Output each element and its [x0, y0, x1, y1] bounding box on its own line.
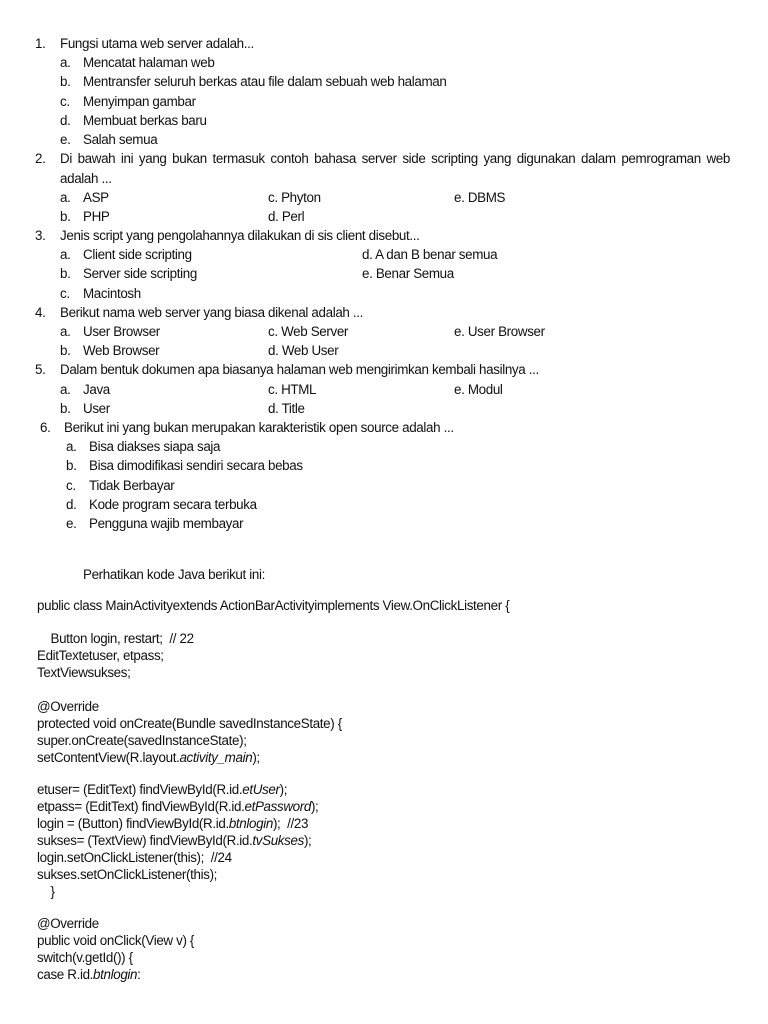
option-text: User Browser: [83, 324, 160, 339]
option-text: Tidak Berbayar: [89, 478, 175, 493]
option-c: c. HTML: [268, 382, 317, 397]
option-e: e. Modul: [454, 382, 503, 397]
code-line-close-brace: }: [37, 884, 55, 899]
code-line-setcontentview: setContentView(R.layout.activity_main);: [37, 750, 260, 765]
code-line-login: login = (Button) findViewById(R.id.btnlogin); //23: [37, 816, 309, 831]
option-e: [60, 131, 158, 148]
code-line-switch: switch(v.getId()) {: [37, 950, 133, 965]
option-letter: a.: [60, 324, 71, 339]
option-letter: a.: [60, 247, 71, 262]
option-text: Mencatat halaman web: [83, 55, 215, 70]
option-letter: e.: [66, 516, 77, 531]
option-text: Pengguna wajib membayar: [89, 516, 244, 531]
option-b: [60, 265, 197, 282]
option-letter: e.: [60, 132, 71, 147]
option-b: [60, 208, 110, 225]
code-line-fields-3: TextViewsukses;: [37, 665, 131, 680]
question-number: 2.: [35, 151, 46, 166]
option-b: [60, 73, 447, 90]
option-c: [60, 93, 196, 110]
question-text: Fungsi utama web server adalah...: [60, 36, 254, 51]
option-letter: b.: [60, 266, 71, 281]
option-a: [60, 246, 192, 263]
question-number: 4.: [35, 305, 46, 320]
code-line-fields-2: EditTextetuser, etpass;: [37, 648, 164, 663]
code-line-fields-1: Button login, restart; // 22: [37, 631, 194, 646]
code-line-override-2: @Override: [37, 916, 99, 931]
option-e: [66, 515, 244, 532]
code-line-class-decl: public class MainActivityextends ActionBarActivityimplements View.OnClickListener {: [37, 598, 510, 613]
code-line-sukses: sukses= (TextView) findViewById(R.id.tvSukses);: [37, 833, 312, 848]
option-letter: a.: [60, 382, 71, 397]
option-letter: b.: [66, 458, 77, 473]
option-text: Membuat berkas baru: [83, 113, 207, 128]
code-intro: Perhatikan kode Java berikut ini:: [83, 567, 265, 582]
option-d: d. A dan B benar semua: [362, 247, 498, 262]
option-d: [66, 496, 257, 513]
option-b: [60, 400, 110, 417]
question-text: Jenis script yang pengolahannya dilakukan di sis client disebut...: [60, 228, 420, 243]
option-e: e. DBMS: [454, 190, 506, 205]
option-letter: b.: [60, 74, 71, 89]
question-number: 3.: [35, 228, 46, 243]
option-a: [66, 438, 221, 455]
option-text: Server side scripting: [83, 266, 197, 281]
code-line-oncreate: protected void onCreate(Bundle savedInstanceState) {: [37, 716, 342, 731]
option-letter: b.: [60, 401, 71, 416]
question-number: 1.: [35, 36, 46, 51]
option-c: [60, 285, 141, 302]
option-text: PHP: [83, 209, 110, 224]
option-d: d. Perl: [268, 209, 305, 224]
question-text: Dalam bentuk dokumen apa biasanya halaman web mengirimkan kembali hasilnya ...: [60, 362, 539, 377]
question-number: 5.: [35, 362, 46, 377]
option-letter: c.: [60, 286, 70, 301]
question-text-line-1: Di bawah ini yang bukan termasuk contoh bahasa server side scripting yang digunakan dalam pemrograman web: [60, 151, 730, 166]
option-letter: a.: [60, 190, 71, 205]
code-line-case: case R.id.btnlogin:: [37, 967, 141, 982]
option-letter: c.: [66, 478, 76, 493]
option-d: d. Title: [268, 401, 305, 416]
option-text: Mentransfer seluruh berkas atau file dalam sebuah web halaman: [83, 74, 447, 89]
option-text: Bisa dimodifikasi sendiri secara bebas: [89, 458, 303, 473]
option-text: Web Browser: [83, 343, 160, 358]
option-a: [60, 381, 110, 398]
option-letter: d.: [60, 113, 71, 128]
option-a: [60, 54, 215, 71]
option-letter: d.: [66, 497, 77, 512]
option-c: [66, 477, 175, 494]
question-text-line-2: adalah ...: [60, 171, 112, 186]
option-a: [60, 189, 109, 206]
option-e: e. User Browser: [454, 324, 545, 339]
code-line-override: @Override: [37, 699, 99, 714]
option-e: e. Benar Semua: [362, 266, 454, 281]
question-text: Berikut nama web server yang biasa dikenal adalah ...: [60, 305, 364, 320]
option-letter: a.: [66, 439, 77, 454]
option-text: Macintosh: [83, 286, 141, 301]
option-d: [60, 112, 207, 129]
option-text: Salah semua: [83, 132, 158, 147]
option-letter: b.: [60, 343, 71, 358]
option-text: Kode program secara terbuka: [89, 497, 257, 512]
option-text: ASP: [83, 190, 109, 205]
option-letter: b.: [60, 209, 71, 224]
option-text: Menyimpan gambar: [83, 94, 196, 109]
option-text: Java: [83, 382, 110, 397]
question-text: Berikut ini yang bukan merupakan karakteristik open source adalah ...: [64, 420, 454, 435]
option-c: c. Web Server: [268, 324, 349, 339]
code-line-etpass: etpass= (EditText) findViewById(R.id.etPassword);: [37, 799, 319, 814]
code-line-super: super.onCreate(savedInstanceState);: [37, 733, 247, 748]
option-letter: c.: [60, 94, 70, 109]
option-d: d. Web User: [268, 343, 339, 358]
code-line-listener-2: sukses.setOnClickListener(this);: [37, 867, 218, 882]
question-number: 6.: [40, 420, 51, 435]
option-b: [66, 457, 303, 474]
code-line-onclick: public void onClick(View v) {: [37, 933, 195, 948]
code-line-etuser: etuser= (EditText) findViewById(R.id.etUser);: [37, 782, 288, 797]
option-a: [60, 323, 160, 340]
option-letter: a.: [60, 55, 71, 70]
option-c: c. Phyton: [268, 190, 321, 205]
option-text: User: [83, 401, 110, 416]
option-b: [60, 342, 160, 359]
option-text: Client side scripting: [83, 247, 192, 262]
code-line-listener-1: login.setOnClickListener(this); //24: [37, 850, 232, 865]
option-text: Bisa diakses siapa saja: [89, 439, 221, 454]
